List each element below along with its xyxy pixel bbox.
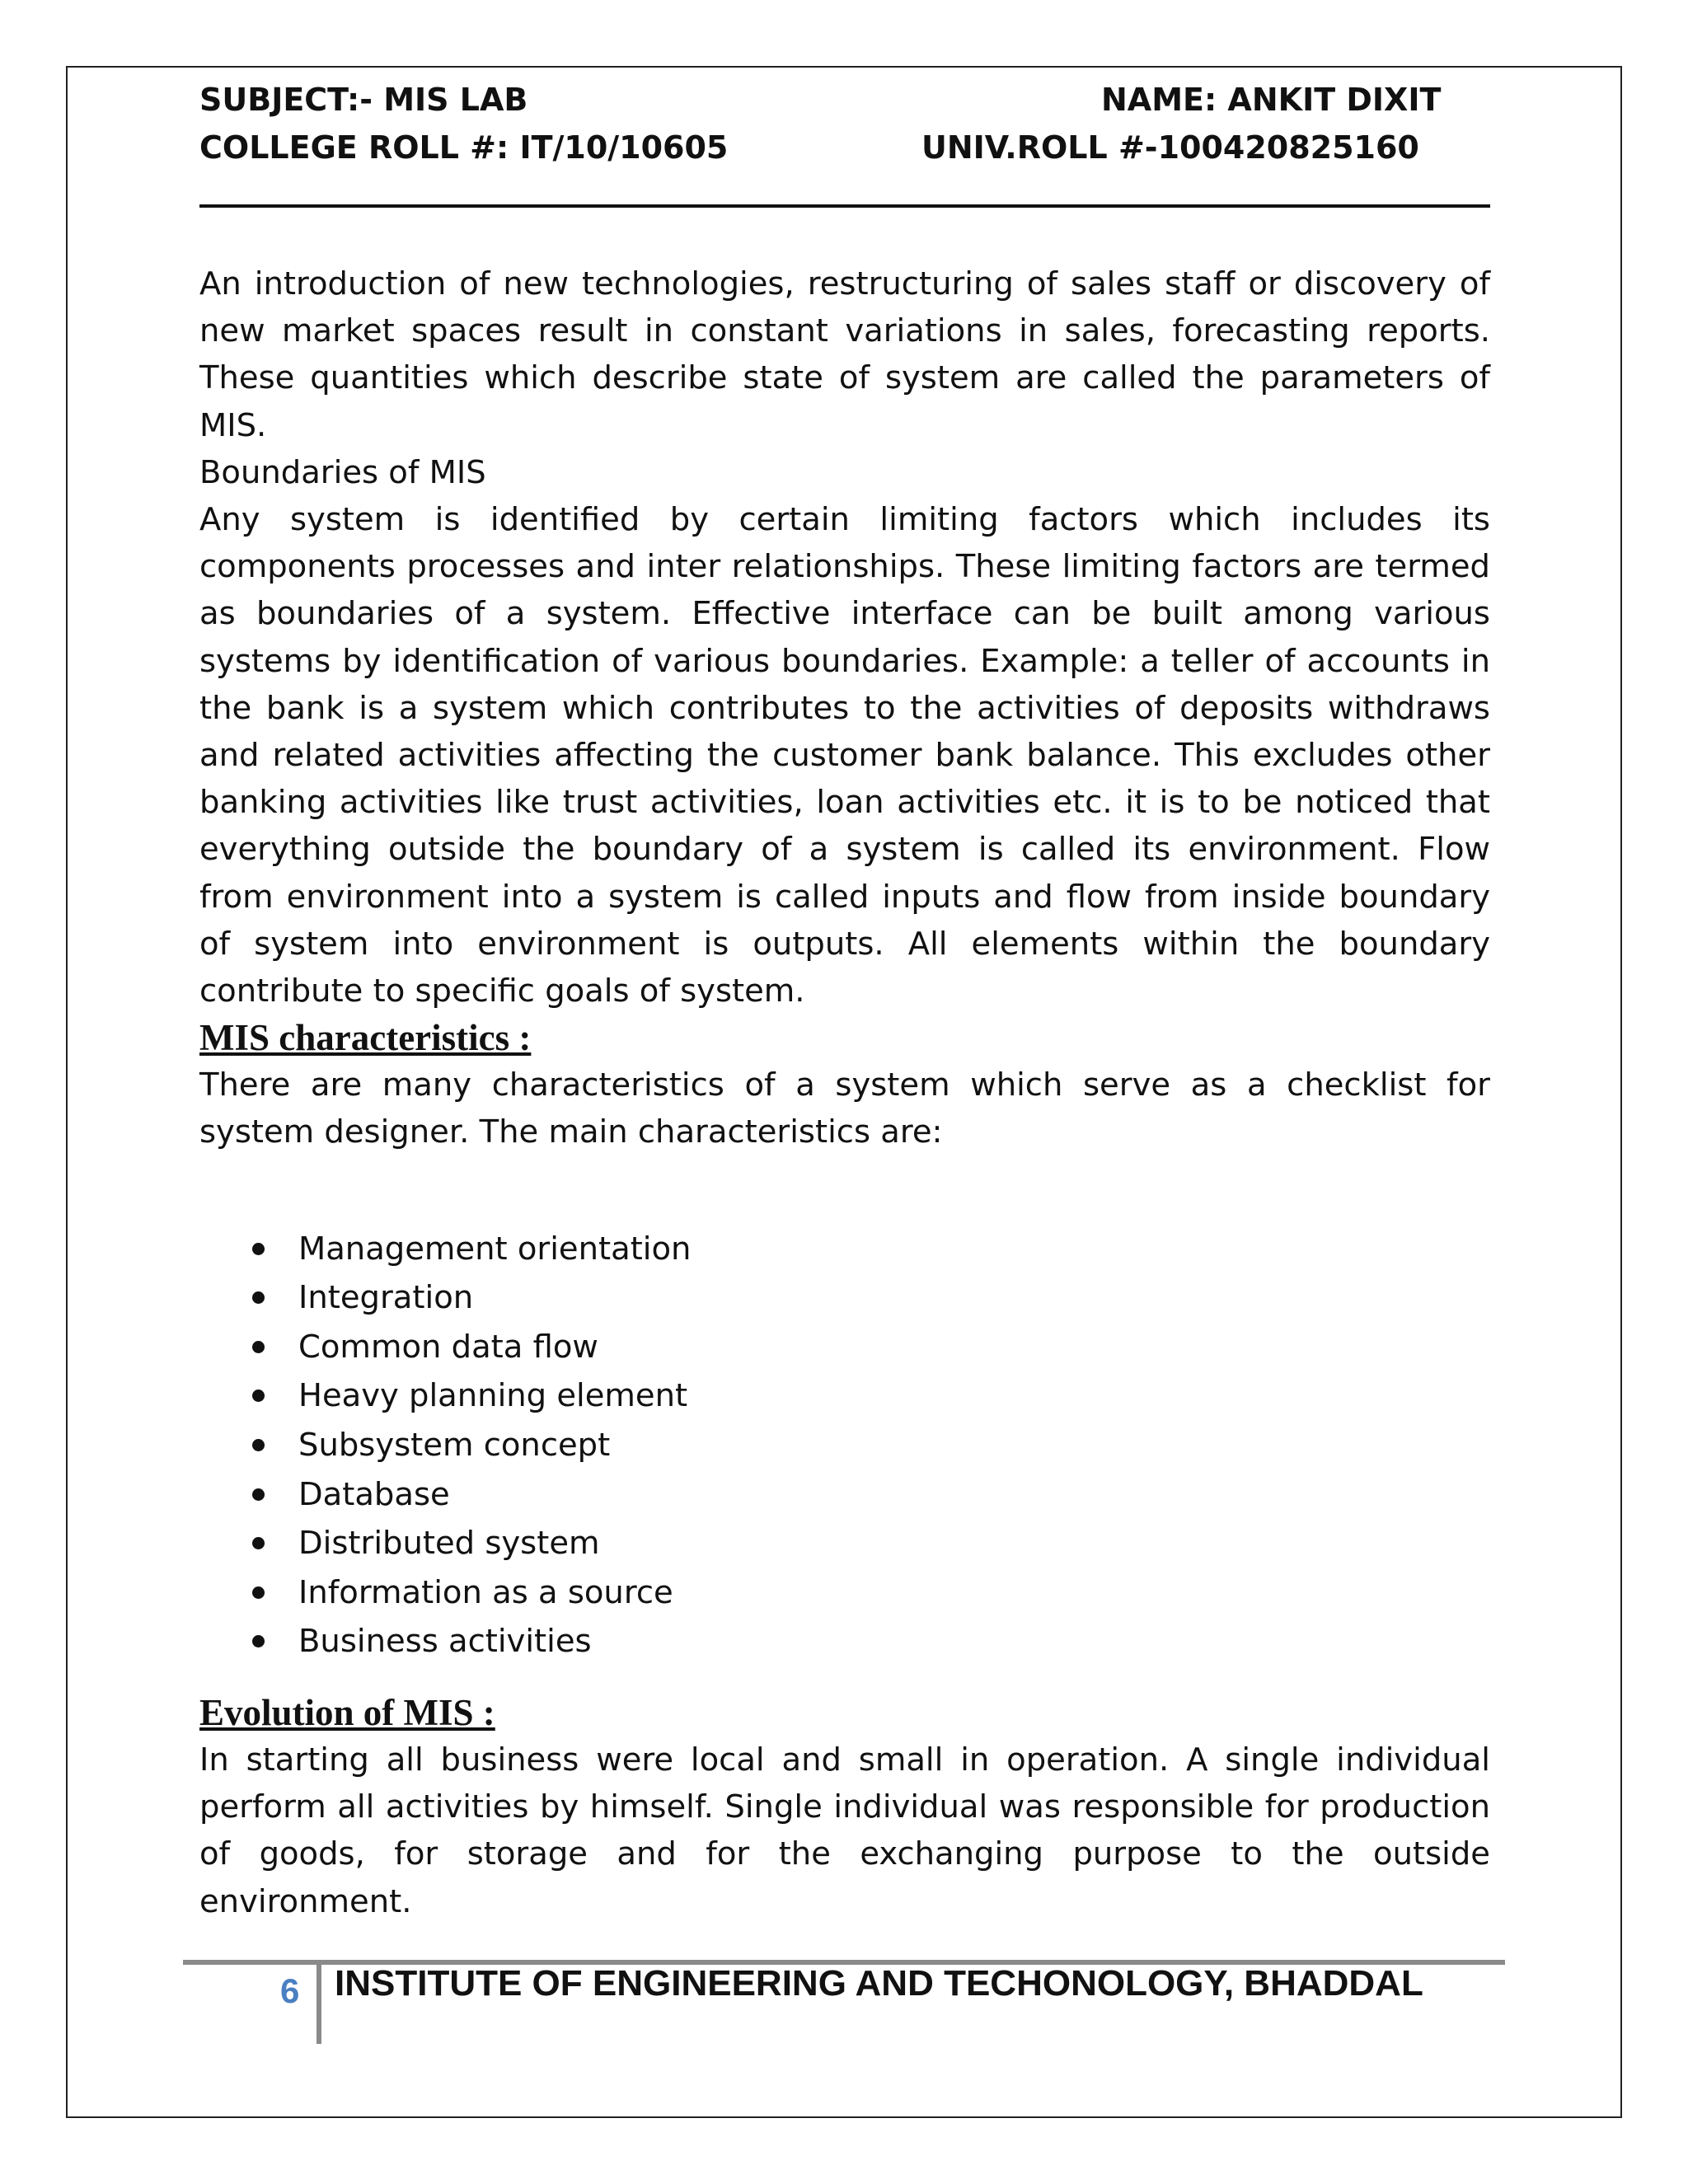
bullet-icon — [252, 1291, 265, 1304]
list-item: Subsystem concept — [199, 1421, 1490, 1470]
page-header — [199, 76, 1490, 171]
characteristics-heading: MIS characteristics : — [199, 1017, 532, 1059]
subject-label: SUBJECT:- MIS LAB — [199, 82, 528, 118]
student-name: NAME: ANKIT DIXIT — [1101, 82, 1442, 118]
bullet-icon — [252, 1341, 265, 1353]
boundaries-paragraph: Any system is identified by certain limiting factors which includes its components processes and inter relationships. These limiting factors are termed as boundaries of a system. Effective interface can be built among various systems by identification of various boundaries. Example: a teller of accounts in the bank is a system which contributes to the activities of deposits withdraws and related activities affecting the customer bank balance. This excludes other banking activities like trust activities, loan activities etc. it is to be noticed that everything outside the boundary of a system is called its environment. Flow from environment into a system is called inputs and flow from inside boundary of system into environment is outputs. All elements within the boundary contribute to specific goals of system. — [199, 501, 1490, 1010]
institute-name: INSTITUTE OF ENGINEERING AND TECHONOLOGY, BHADDAL — [335, 1963, 1423, 2004]
bullet-icon — [252, 1488, 265, 1501]
bullet-icon — [252, 1439, 265, 1451]
list-item: Business activities — [199, 1617, 1490, 1666]
footer-separator — [316, 1963, 321, 2044]
bullet-icon — [252, 1243, 265, 1255]
univ-roll: UNIV.ROLL #-100420825160 — [921, 129, 1419, 166]
list-item: Heavy planning element — [199, 1371, 1490, 1421]
list-item: Common data flow — [199, 1323, 1490, 1372]
list-item: Information as a source — [199, 1568, 1490, 1618]
intro-paragraph: An introduction of new technologies, restructuring of sales staff or discovery of new market spaces result in constant variations in sales, forecasting reports. These quantities which describe state of system are called the parameters of MIS. — [199, 265, 1490, 444]
list-item: Integration — [199, 1273, 1490, 1323]
evolution-heading: Evolution of MIS : — [199, 1692, 495, 1733]
college-roll: COLLEGE ROLL #: IT/10/10605 — [199, 129, 729, 166]
page-number: 6 — [280, 1971, 300, 2010]
characteristics-intro: There are many characteristics of a system which serve as a checklist for system designer. The main characteristics are: — [199, 1066, 1490, 1151]
bullet-icon — [252, 1390, 265, 1402]
characteristics-list — [199, 1225, 1490, 1666]
boundaries-title: Boundaries of MIS — [199, 453, 486, 491]
bullet-icon — [252, 1537, 265, 1549]
page-content — [199, 260, 1490, 1925]
header-divider — [199, 204, 1490, 208]
evolution-paragraph: In starting all business were local and small in operation. A single individual perform all activities by himself. Single individual was responsible for production of goods, for storage and for the exchanging purpose to the outside environment. — [199, 1741, 1490, 1920]
bullet-icon — [252, 1586, 265, 1599]
list-item: Distributed system — [199, 1519, 1490, 1568]
list-item: Management orientation — [199, 1225, 1490, 1274]
spacer — [199, 1156, 1490, 1203]
header-row-1 — [199, 76, 1490, 124]
header-row-2 — [199, 124, 1490, 171]
list-item: Database — [199, 1470, 1490, 1520]
bullet-icon — [252, 1635, 265, 1647]
spacer — [199, 1666, 1490, 1690]
